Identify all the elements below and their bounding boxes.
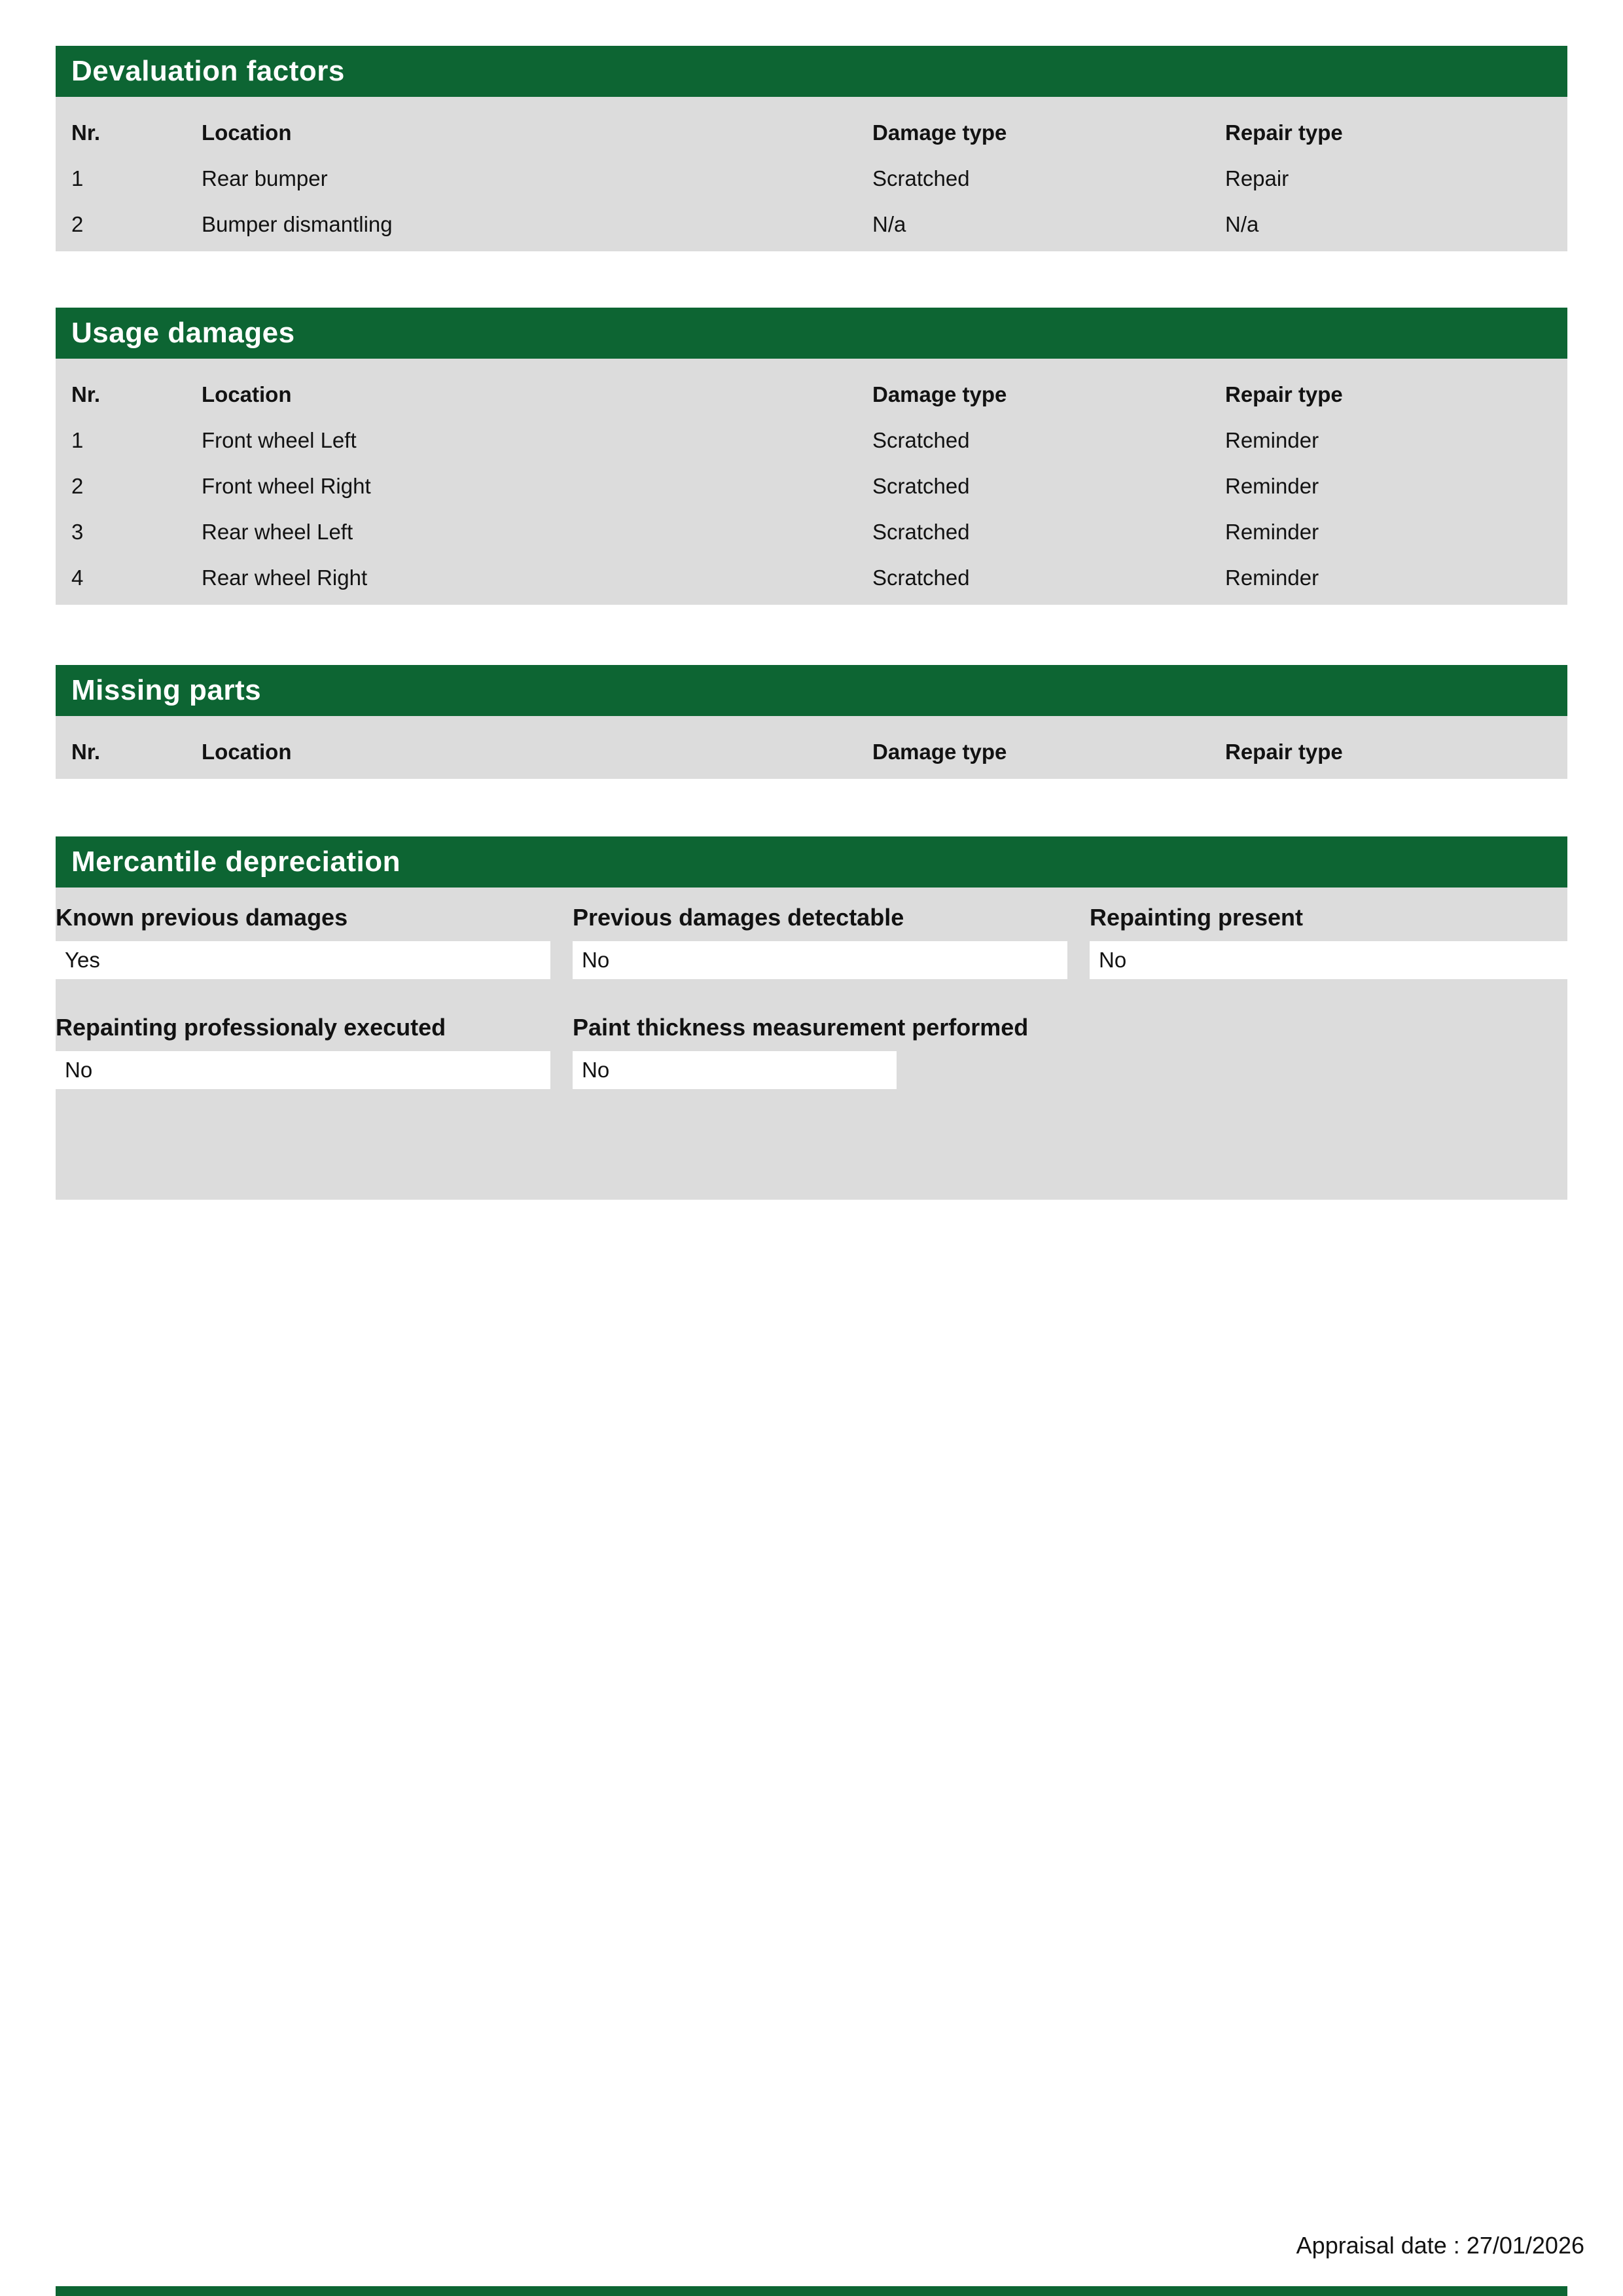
known-previous-damages-input[interactable]: Yes	[56, 941, 550, 979]
field-repainting-professionaly-executed	[56, 1013, 550, 1089]
field-label: Repainting present	[1090, 904, 1304, 931]
section-missing-parts	[56, 665, 1567, 779]
cell-nr: 1	[71, 428, 84, 452]
cell-location: Front wheel Left	[202, 428, 357, 452]
section-title: Mercantile depreciation	[71, 846, 401, 878]
cell-nr: 1	[71, 166, 84, 190]
cell-location: Rear wheel Left	[202, 520, 353, 544]
field-previous-damages-detectable	[573, 903, 1067, 979]
field-label: Known previous damages	[56, 904, 348, 931]
section-title: Missing parts	[71, 674, 262, 706]
field-label: Repainting professionaly executed	[56, 1014, 446, 1041]
footer-rule	[56, 2286, 1567, 2296]
cell-repair-type: Reminder	[1225, 428, 1319, 452]
appraisal-date: Appraisal date : 27/01/2026	[1296, 2232, 1584, 2259]
col-repair-type: Repair type	[1225, 120, 1343, 145]
paint-thickness-measurement-input[interactable]: No	[573, 1051, 897, 1089]
section-header-missing	[56, 665, 1567, 716]
cell-damage-type: N/a	[872, 212, 906, 236]
form-row	[56, 1013, 1567, 1089]
field-paint-thickness-measurement	[573, 1013, 1067, 1089]
table-row	[71, 463, 1552, 509]
table-row	[71, 202, 1552, 247]
cell-damage-type: Scratched	[872, 474, 970, 498]
cell-nr: 2	[71, 474, 84, 498]
col-location: Location	[202, 382, 292, 406]
cell-damage-type: Scratched	[872, 565, 970, 590]
field-repainting-present	[1090, 903, 1567, 979]
usage-table	[56, 359, 1567, 605]
col-nr: Nr.	[71, 740, 101, 764]
section-header-mercantile	[56, 836, 1567, 888]
section-header-usage	[56, 308, 1567, 359]
col-location: Location	[202, 740, 292, 764]
cell-damage-type: Scratched	[872, 166, 970, 190]
mercantile-form	[56, 888, 1567, 1200]
col-damage-type: Damage type	[872, 382, 1007, 406]
cell-damage-type: Scratched	[872, 520, 970, 544]
table-row	[71, 555, 1552, 601]
table-row	[71, 509, 1552, 555]
missing-table	[56, 716, 1567, 779]
col-nr: Nr.	[71, 120, 101, 145]
col-nr: Nr.	[71, 382, 101, 406]
cell-repair-type: Reminder	[1225, 565, 1319, 590]
col-repair-type: Repair type	[1225, 382, 1343, 406]
section-mercantile-depreciation	[56, 836, 1567, 1200]
form-row	[56, 903, 1567, 979]
field-label: Paint thickness measurement performed	[573, 1014, 1029, 1041]
section-title: Usage damages	[71, 317, 295, 349]
col-location: Location	[202, 120, 292, 145]
cell-repair-type: Repair	[1225, 166, 1289, 190]
cell-repair-type: N/a	[1225, 212, 1259, 236]
previous-damages-detectable-input[interactable]: No	[573, 941, 1067, 979]
field-label: Previous damages detectable	[573, 904, 904, 931]
table-header-row	[71, 729, 1552, 775]
col-repair-type: Repair type	[1225, 740, 1343, 764]
cell-location: Bumper dismantling	[202, 212, 393, 236]
section-title: Devaluation factors	[71, 55, 345, 87]
repainting-present-input[interactable]: No	[1090, 941, 1567, 979]
cell-nr: 2	[71, 212, 84, 236]
col-damage-type: Damage type	[872, 740, 1007, 764]
cell-repair-type: Reminder	[1225, 474, 1319, 498]
cell-nr: 4	[71, 565, 84, 590]
devaluation-table	[56, 97, 1567, 251]
cell-location: Rear bumper	[202, 166, 328, 190]
cell-nr: 3	[71, 520, 84, 544]
cell-repair-type: Reminder	[1225, 520, 1319, 544]
section-devaluation-factors	[56, 46, 1567, 251]
section-header-devaluation	[56, 46, 1567, 97]
field-known-previous-damages	[56, 903, 550, 979]
section-usage-damages	[56, 308, 1567, 605]
report-content	[56, 0, 1567, 1200]
table-header-row	[71, 372, 1552, 418]
table-row	[71, 156, 1552, 202]
cell-location: Front wheel Right	[202, 474, 371, 498]
col-damage-type: Damage type	[872, 120, 1007, 145]
repainting-professionaly-executed-input[interactable]: No	[56, 1051, 550, 1089]
table-row	[71, 418, 1552, 463]
table-header-row	[71, 110, 1552, 156]
cell-location: Rear wheel Right	[202, 565, 368, 590]
cell-damage-type: Scratched	[872, 428, 970, 452]
